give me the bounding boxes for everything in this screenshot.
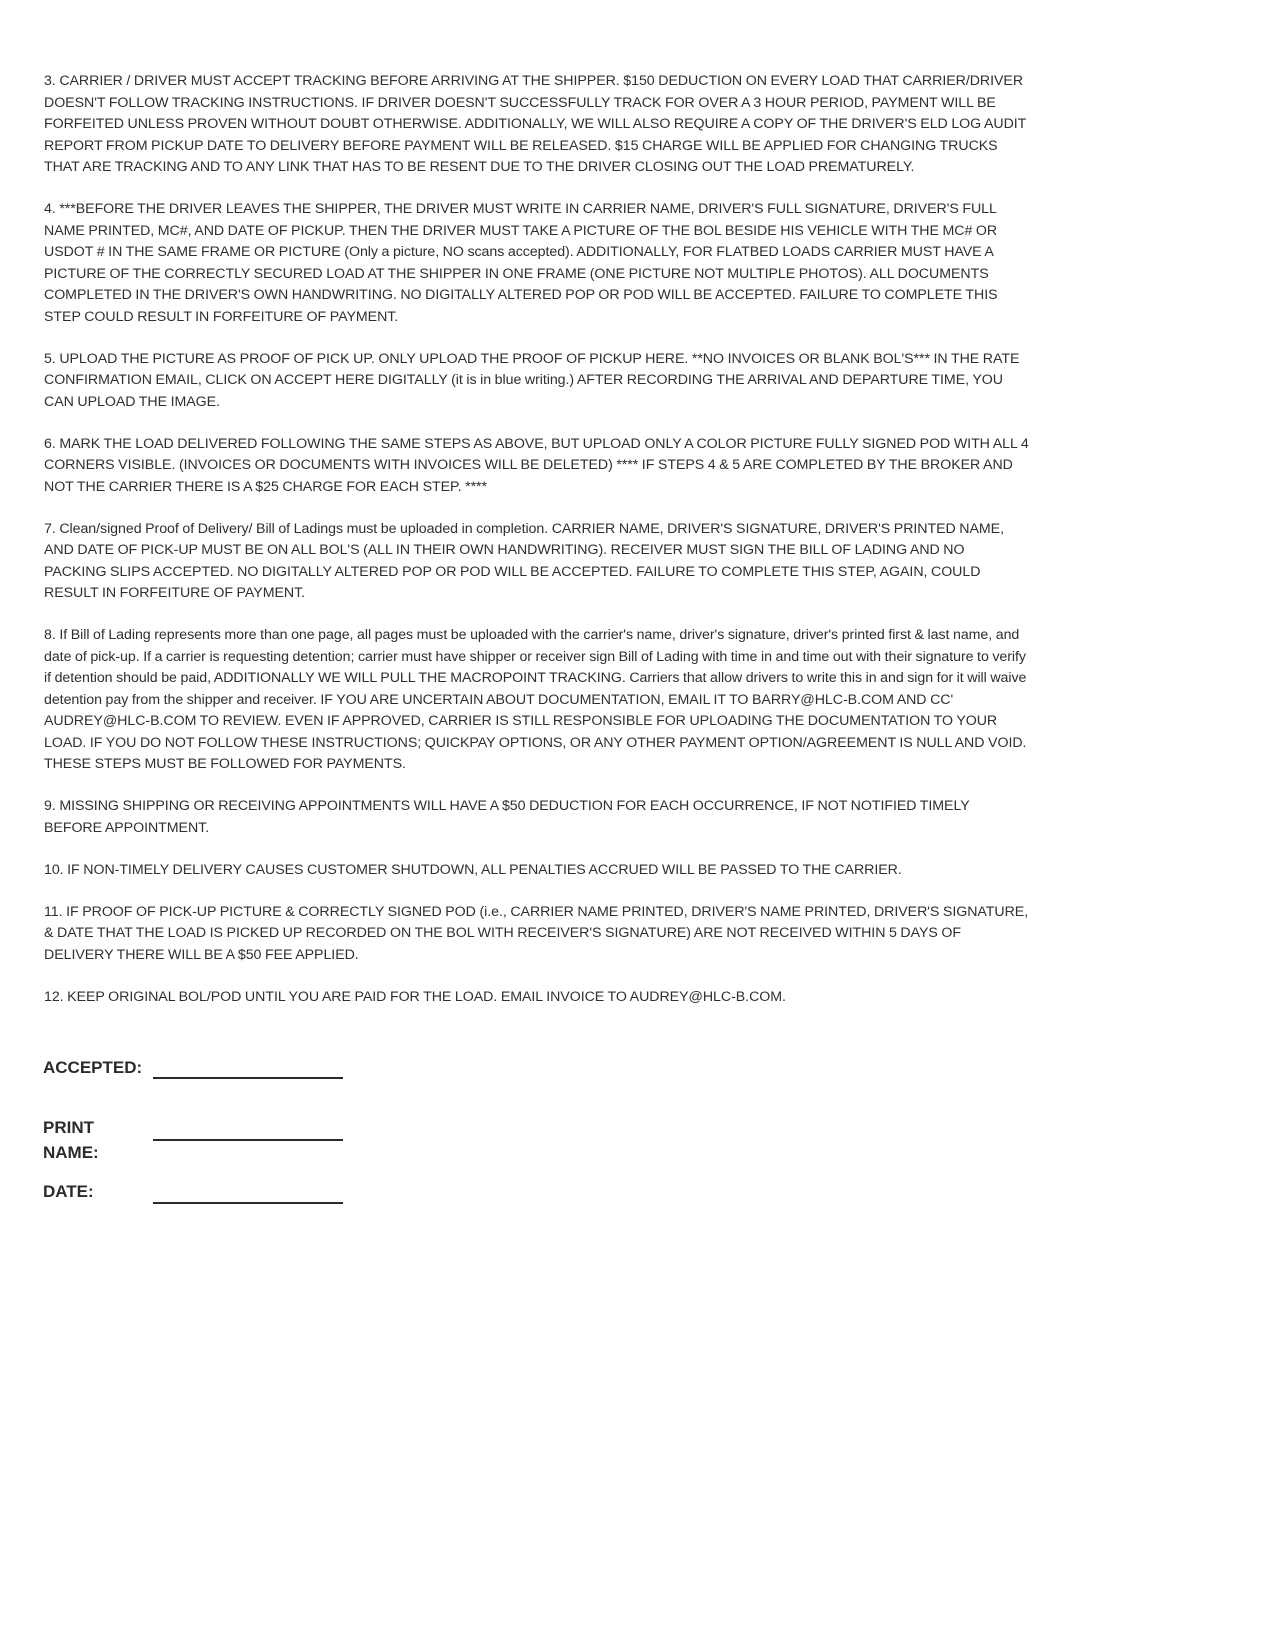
term-8: 8. If Bill of Lading represents more than one page, all pages must be uploaded with the carrier's name, driver's signature, driver's printed first & last name, and date of pick-up. If a carrier is requesting detention; carrier must have shipper or receiver sign Bill of Lading with time in and time out with their signature to verify if detention should be paid, ADDITIONALLY WE WILL PULL THE MACROPOINT TRACKING. Carriers that allow drivers to write this in and sign for it will waive detention pay from the shipper and receiver. IF YOU ARE UNCERTAIN ABOUT DOCUMENTATION, EMAIL IT TO BARRY@HLC-B.COM AND CC' AUDREY@HLC-B.COM TO REVIEW. EVEN IF APPROVED, CARRIER IS STILL RESPONSIBLE FOR UPLOADING THE DOCUMENTATION TO YOUR LOAD. IF YOU DO NOT FOLLOW THESE INSTRUCTIONS; QUICKPAY OPTIONS, OR ANY OTHER PAYMENT OPTION/AGREEMENT IS NULL AND VOID. THESE STEPS MUST BE FOLLOWED FOR PAYMENTS. xyxy=(44,627,1027,772)
term-11: 11. IF PROOF OF PICK-UP PICTURE & CORRECTLY SIGNED POD (i.e., CARRIER NAME PRINTED, DRIVER'S NAME PRINTED, DRIVER'S SIGNATURE, & DATE THAT THE LOAD IS PICKED UP RECORDED ON THE BOL WITH RECEIVER'S SIGNATURE) ARE NOT RECEIVED WITHIN 5 DAYS OF DELIVERY THERE WILL BE A $50 FEE APPLIED. xyxy=(44,903,1029,963)
print-name-label-line2: NAME: xyxy=(43,1143,99,1162)
term-7: 7. Clean/signed Proof of Delivery/ Bill of Ladings must be uploaded in completion. CARRIER NAME, DRIVER'S SIGNATURE, DRIVER'S PRINTED NAME, AND DATE OF PICK-UP MUST BE ON ALL BOL'S (ALL IN THEIR OWN HANDWRITING). RECEIVER MUST SIGN THE BILL OF LADING AND NO PACKING SLIPS ACCEPTED. NO DIGITALLY ALTERED POP OR POD WILL BE ACCEPTED. FAILURE TO COMPLETE THIS STEP, AGAIN, COULD RESULT IN FORFEITURE OF PAYMENT. xyxy=(44,520,1004,601)
print-name-label-line1: PRINT xyxy=(43,1118,94,1137)
term-9: 9. MISSING SHIPPING OR RECEIVING APPOINTMENTS WILL HAVE A $50 DEDUCTION FOR EACH OCCURRENCE, IF NOT NOTIFIED TIMELY BEFORE APPOINTMENT. xyxy=(44,798,970,836)
date-line[interactable] xyxy=(153,1202,343,1204)
term-12: 12. KEEP ORIGINAL BOL/POD UNTIL YOU ARE PAID FOR THE LOAD. EMAIL INVOICE TO AUDREY@HLC-B.COM. xyxy=(44,988,786,1005)
term-6: 6. MARK THE LOAD DELIVERED FOLLOWING THE SAME STEPS AS ABOVE, BUT UPLOAD ONLY A COLOR PICTURE FULLY SIGNED POD WITH ALL 4 CORNERS VISIBLE. (INVOICES OR DOCUMENTS WITH INVOICES WILL BE DELETED) **** IF STEPS 4 & 5 ARE COMPLETED BY THE BROKER AND NOT THE CARRIER THERE IS A $25 CHARGE FOR EACH STEP. **** xyxy=(44,435,1029,495)
term-3: 3. CARRIER / DRIVER MUST ACCEPT TRACKING BEFORE ARRIVING AT THE SHIPPER. $150 DEDUCTION ON EVERY LOAD THAT CARRIER/DRIVER DOESN'T FOLLOW TRACKING INSTRUCTIONS. IF DRIVER DOESN'T SUCCESSFULLY TRACK FOR OVER A 3 HOUR PERIOD, PAYMENT WILL BE FORFEITED UNLESS PROVEN WITHOUT DOUBT OTHERWISE. ADDITIONALLY, WE WILL ALSO REQUIRE A COPY OF THE DRIVER'S ELD LOG AUDIT REPORT FROM PICKUP DATE TO DELIVERY BEFORE PAYMENT WILL BE RELEASED. $15 CHARGE WILL BE APPLIED FOR CHANGING TRUCKS THAT ARE TRACKING AND TO ANY LINK THAT HAS TO BE RESENT DUE TO THE DRIVER CLOSING OUT THE LOAD PREMATURELY. xyxy=(44,73,1027,175)
term-5: 5. UPLOAD THE PICTURE AS PROOF OF PICK UP. ONLY UPLOAD THE PROOF OF PICKUP HERE. **NO INVOICES OR BLANK BOL'S*** IN THE RATE CONFIRMATION EMAIL, CLICK ON ACCEPT HERE DIGITALLY (it is in blue writing.) AFTER RECORDING THE ARRIVAL AND DEPARTURE TIME, YOU CAN UPLOAD THE IMAGE. xyxy=(44,350,1020,410)
accepted-label: ACCEPTED: xyxy=(43,1058,143,1077)
date-label: DATE: xyxy=(43,1182,94,1201)
accepted-signature-line[interactable] xyxy=(153,1077,343,1079)
terms-list xyxy=(44,71,1029,1029)
term-4: 4. ***BEFORE THE DRIVER LEAVES THE SHIPPER, THE DRIVER MUST WRITE IN CARRIER NAME, DRIVER'S FULL SIGNATURE, DRIVER'S FULL NAME PRINTED, MC#, AND DATE OF PICKUP. THEN THE DRIVER MUST TAKE A PICTURE OF THE BOL BESIDE HIS VEHICLE WITH THE MC# OR USDOT # IN THE SAME FRAME OR PICTURE (Only a picture, NO scans accepted). ADDITIONALLY, FOR FLATBED LOADS CARRIER MUST HAVE A PICTURE OF THE CORRECTLY SECURED LOAD AT THE SHIPPER IN ONE FRAME (ONE PICTURE NOT MULTIPLE PHOTOS). ALL DOCUMENTS COMPLETED IN THE DRIVER'S OWN HANDWRITING. NO DIGITALLY ALTERED POP OR POD WILL BE ACCEPTED. FAILURE TO COMPLETE THIS STEP COULD RESULT IN FORFEITURE OF PAYMENT. xyxy=(44,201,998,325)
print-name-line[interactable] xyxy=(153,1139,343,1141)
term-10: 10. IF NON-TIMELY DELIVERY CAUSES CUSTOMER SHUTDOWN, ALL PENALTIES ACCRUED WILL BE PASSED TO THE CARRIER. xyxy=(44,861,902,878)
